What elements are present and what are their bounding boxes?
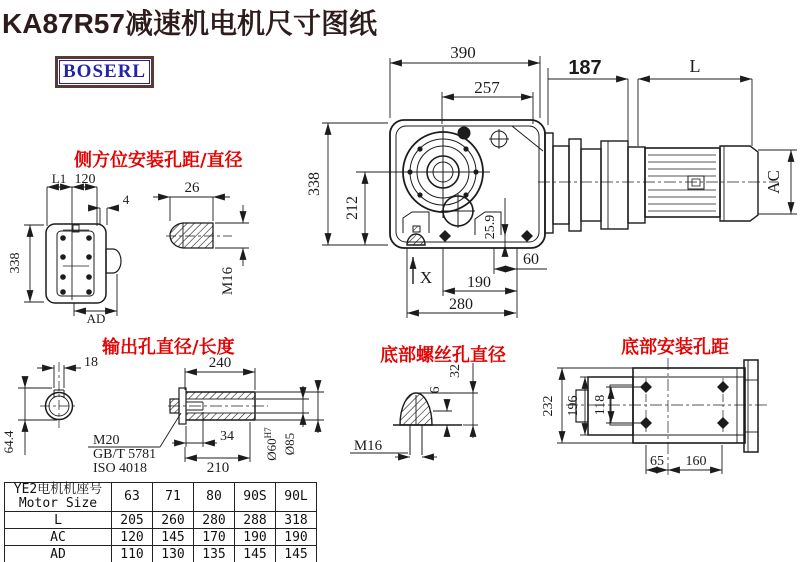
header-en: Motor Size <box>18 496 98 511</box>
col-71: 71 <box>153 483 194 512</box>
dim-d60-h7: $Ø60^{H7}$ <box>263 427 279 461</box>
table-row-AC <box>5 529 317 546</box>
dim-196: 196 <box>566 395 581 417</box>
output-shaft-tube <box>168 388 268 424</box>
dim-d85: Ø85 <box>282 432 297 456</box>
output-shaft-section <box>40 362 78 428</box>
bottom-mount-view <box>566 358 770 475</box>
motor-size-table <box>4 482 317 562</box>
cell-L-63: 205 <box>112 512 153 529</box>
cell-AD-90S: 145 <box>235 546 276 562</box>
dim-65: 65 <box>650 454 664 469</box>
label-side-mount: 侧方位安装孔距/直径 <box>74 150 243 171</box>
col-90L: 90L <box>276 483 317 512</box>
cell-AD-71: 130 <box>153 546 194 562</box>
cell-L-80: 280 <box>194 512 235 529</box>
motor-side-view <box>538 133 778 233</box>
dim-338-main: 338 <box>306 172 323 196</box>
bottom-screw-detail <box>393 393 462 455</box>
cell-L-90S: 288 <box>235 512 276 529</box>
dim-L: L <box>689 56 701 76</box>
row-label-AD: AD <box>5 546 112 562</box>
col-90S: 90S <box>235 483 276 512</box>
side-bolt-detail <box>166 223 232 248</box>
dim-280: 280 <box>449 296 473 313</box>
cell-AC-63: 120 <box>112 529 153 546</box>
dim-32: 32 <box>448 364 463 378</box>
cell-AC-80: 170 <box>194 529 235 546</box>
dim-232: 232 <box>541 395 556 417</box>
fan-cover <box>720 146 758 221</box>
dim-AC: AC <box>764 170 783 194</box>
page-title: KA87R57减速机电机尺寸图纸 <box>2 8 377 39</box>
dim-210: 210 <box>206 460 230 476</box>
label-bottom-mount: 底部安装孔距 <box>621 337 729 358</box>
cell-AD-63: 110 <box>112 546 153 562</box>
motor-fins <box>648 155 716 211</box>
cell-L-90L: 318 <box>276 512 317 529</box>
dim-34: 34 <box>220 429 234 444</box>
dim-120: 120 <box>74 172 96 187</box>
col-63: 63 <box>112 483 153 512</box>
cell-AC-90S: 190 <box>235 529 276 546</box>
dim-118: 118 <box>593 394 608 416</box>
dim-190: 190 <box>467 274 491 291</box>
dim-L1: L1 <box>51 171 67 186</box>
dim-187: 187 <box>568 57 602 79</box>
header-cn: YE2电机机座号 <box>13 482 103 497</box>
dim-240: 240 <box>208 355 232 371</box>
gearbox-front-view <box>390 120 545 248</box>
row-label-AC: AC <box>5 529 112 546</box>
dim-26: 26 <box>184 180 200 196</box>
side-mount-dimensions <box>24 187 119 316</box>
cell-AD-90L: 145 <box>276 546 317 562</box>
motor-body <box>645 148 720 217</box>
plug-dot <box>458 127 470 139</box>
table-row-AD <box>5 546 317 562</box>
label-output-hole: 输出孔直径/长度 <box>102 337 235 358</box>
dim-390: 390 <box>450 43 476 62</box>
table-header-row <box>5 483 317 512</box>
dim-4: 4 <box>122 192 130 207</box>
table-header-motor-size <box>5 483 112 512</box>
dim-160: 160 <box>685 454 707 469</box>
mount-hole-diamond <box>521 230 533 242</box>
dim-AD: AD <box>86 311 106 326</box>
dim-25-9: 25.9 <box>483 214 498 240</box>
dim-212: 212 <box>344 196 361 220</box>
dim-M16-side: M16 <box>220 266 236 296</box>
cell-AD-80: 135 <box>194 546 235 562</box>
brand-logo <box>55 56 154 88</box>
dim-338-side: 338 <box>8 252 23 274</box>
brand-logo-text: BOSERL <box>59 60 150 84</box>
cell-AC-90L: 190 <box>276 529 317 546</box>
dim-M16-bottom: M16 <box>353 438 383 454</box>
dim-6: 6 <box>428 386 443 394</box>
row-label-L: L <box>5 512 112 529</box>
drain-plug-hatched <box>407 234 425 245</box>
cell-AC-71: 145 <box>153 529 194 546</box>
mounting-bolts <box>60 235 92 295</box>
bolt-spec-m20: M20 <box>93 433 120 448</box>
dimension-labels <box>1 43 783 476</box>
table-row-L <box>5 512 317 529</box>
side-mount-view <box>46 224 121 303</box>
shaft-boss <box>106 249 121 273</box>
dim-18: 18 <box>84 355 98 370</box>
dim-60: 60 <box>523 251 539 268</box>
cell-L-71: 260 <box>153 512 194 529</box>
dim-257: 257 <box>474 78 500 97</box>
bolt-spec-iso: ISO 4018 <box>93 461 148 476</box>
dim-X: X <box>419 268 433 287</box>
dim-64-4: 64.4 <box>1 430 16 454</box>
label-bottom-screw: 底部螺丝孔直径 <box>380 345 506 366</box>
bolt-spec-gbt: GB/T 5781 <box>93 447 157 462</box>
mount-hole-diamond <box>439 230 451 242</box>
col-80: 80 <box>194 483 235 512</box>
